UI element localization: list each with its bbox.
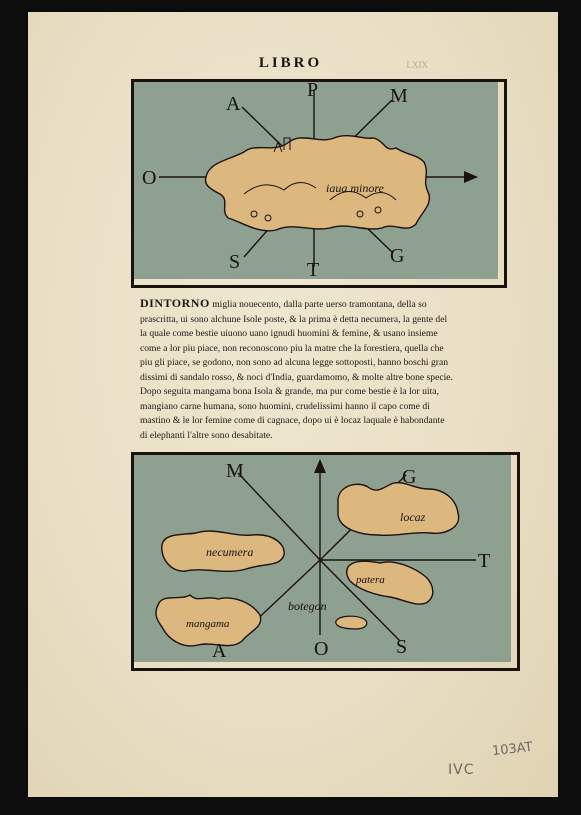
text-line-8: mangiano carne humana, sono huomini, crudelissimi hanno il capo come di — [140, 400, 430, 412]
text-line-5: piu gli piace, se godono, non sono ad alcuna legge sottoposti, hanno boschi gran — [140, 357, 449, 368]
wind-letter-a: A — [226, 93, 241, 115]
wind-letter-g: G — [402, 466, 417, 488]
pencil-note-price: 103AT — [491, 739, 534, 760]
text-line-9: mastino & le lor femine come di cagnace, dopo ui è locaz laquale è habondante — [140, 415, 445, 426]
island-label-necumera: necumera — [206, 545, 254, 559]
map-iaua-minore — [131, 79, 507, 288]
wind-letter-t: T — [478, 550, 491, 572]
text-line-1 — [140, 296, 512, 313]
text-lead-word: DINTORNO — [140, 296, 210, 310]
pencil-note-code: IVC — [448, 762, 475, 778]
text-line-2: prascritta, ui sono alchune Isole poste, & la prima è detta necumera, la gente del — [140, 313, 448, 325]
island-label-patera: patera — [356, 574, 385, 586]
island-label-mangama: mangama — [186, 618, 230, 630]
island-label-iaua-minore: iaua minore — [326, 181, 384, 195]
wind-letter-o: O — [314, 638, 329, 660]
wind-letter-m: M — [390, 85, 408, 107]
text-line-3: la quale come bestie uiuono uano ignudi huomini & femine, & usano insieme — [140, 328, 438, 339]
text-line-1-body: miglia nouecento, dalla parte uerso tramontana, della so — [209, 299, 427, 310]
wind-letter-o: O — [142, 167, 157, 189]
wind-letter-s: S — [229, 251, 241, 273]
island-label-locaz: locaz — [400, 510, 426, 524]
wind-letter-m: M — [226, 460, 244, 482]
map-iaua-minore-svg — [134, 82, 498, 279]
body-text — [140, 296, 512, 443]
text-line-4: come a lor piu piace, non reconoscono piu la matre che la forestiera, quella che — [140, 342, 444, 354]
text-line-10: di elephanti l'altre sono desabitate. — [140, 429, 273, 441]
text-line-7: Dopo seguita mangama bona Isola & grande, ma pur come bestie è la lor uita, — [140, 386, 439, 397]
wind-letter-p: P — [307, 82, 319, 101]
wind-letter-g: G — [390, 245, 405, 267]
island-label-botegon: botegon — [288, 599, 327, 613]
wind-letter-t: T — [307, 259, 320, 279]
island-botegon — [336, 616, 367, 629]
running-head: LIBRO — [258, 55, 323, 71]
folio-label: LXIX — [406, 60, 428, 70]
wind-letter-s: S — [396, 636, 408, 658]
island-locaz — [338, 483, 459, 536]
map-islands-svg — [134, 455, 511, 662]
wind-letter-a: A — [212, 640, 227, 662]
text-line-6: dissimi di sandalo rosso, & noci d'India, guardamomo, & molte altre bone specie. — [140, 371, 453, 383]
map-islands — [131, 452, 520, 671]
